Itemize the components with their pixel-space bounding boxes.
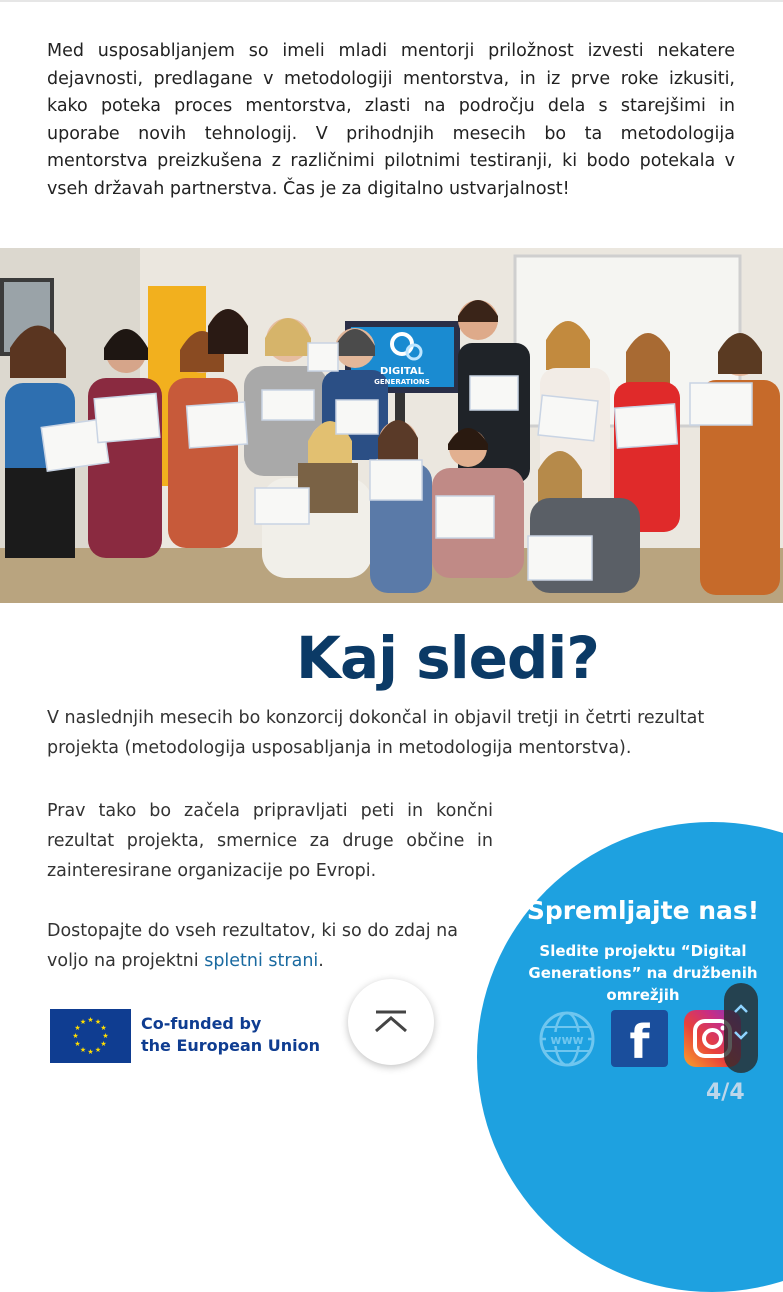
scroll-to-top-button[interactable] xyxy=(348,979,434,1065)
paragraph-final-result: Prav tako bo začela pripravljati peti in končni rezultat projekta, smernice za druge občine in zainteresirane organizacije po Evropi. xyxy=(47,801,493,881)
svg-text:★: ★ xyxy=(74,1040,81,1048)
screen-logo-text: DIGITAL xyxy=(379,366,425,377)
page-nav-control[interactable] xyxy=(724,983,758,1073)
svg-text:★: ★ xyxy=(100,1024,107,1032)
svg-text:★: ★ xyxy=(72,1032,79,1040)
chevron-up-icon xyxy=(348,979,434,1065)
page-up-icon[interactable] xyxy=(735,1006,747,1012)
screen-logo-text-2: GENERATIONS xyxy=(374,378,430,386)
intro-paragraph: Med usposabljanjem so imeli mladi mentorji priložnost izvesti nekatere dejavnosti, predlagane v metodologiji mentorstva, in iz prve roke izkusiti, kako poteka proces mentorstva, zlasti na področju dela s starejšimi in uporabe novih tehnologij. V prihodnjih mesecih bo ta metodologija mentorstva preizkušena z različnimi pilotnimi testiranji, ki bodo potekala v vseh državah partnerstva. Čas je za digitalno ustvarjalnost! xyxy=(47,41,735,199)
paragraph-next-results: V naslednjih mesecih bo konzorcij dokončal in objavil tretji in četrti rezultat projekta (metodologija usposabljanja in metodologija mentorstva). xyxy=(47,708,705,758)
svg-text:★: ★ xyxy=(94,1018,102,1026)
svg-text:★: ★ xyxy=(74,1024,81,1032)
section-heading: Kaj sledi? xyxy=(296,624,599,692)
www-label: www xyxy=(550,1033,584,1047)
globe-www-icon[interactable] xyxy=(538,1010,596,1068)
page-number: 4/4 xyxy=(706,1080,745,1105)
website-link[interactable]: spletni strani xyxy=(204,951,319,971)
follow-us-subtitle: Sledite projektu “Digital Generations” na družbenih omrežjih xyxy=(528,942,758,1004)
svg-text:★: ★ xyxy=(102,1032,109,1040)
paragraph-access-end: . xyxy=(318,951,324,971)
follow-us-title: Spremljajte nas! xyxy=(526,896,760,925)
paragraph-access-results xyxy=(47,916,467,976)
svg-text:★: ★ xyxy=(100,1040,107,1048)
top-divider xyxy=(0,0,783,2)
svg-text:★: ★ xyxy=(87,1048,94,1056)
paragraph-access-text: Dostopajte do vseh rezultatov, ki so do zdaj na voljo na projektni xyxy=(47,921,458,971)
svg-text:★: ★ xyxy=(94,1046,102,1054)
eu-flag-logo xyxy=(50,1009,131,1063)
svg-text:★: ★ xyxy=(79,1018,87,1026)
eu-cofunded-text xyxy=(141,1013,320,1057)
facebook-icon[interactable]: f xyxy=(611,1010,668,1067)
page-down-icon[interactable] xyxy=(735,1032,747,1038)
group-photo xyxy=(0,248,783,603)
svg-text:★: ★ xyxy=(79,1046,87,1054)
svg-text:★: ★ xyxy=(87,1016,94,1024)
eu-line-1: Co-funded by xyxy=(141,1014,262,1033)
eu-line-2: the European Union xyxy=(141,1036,320,1055)
